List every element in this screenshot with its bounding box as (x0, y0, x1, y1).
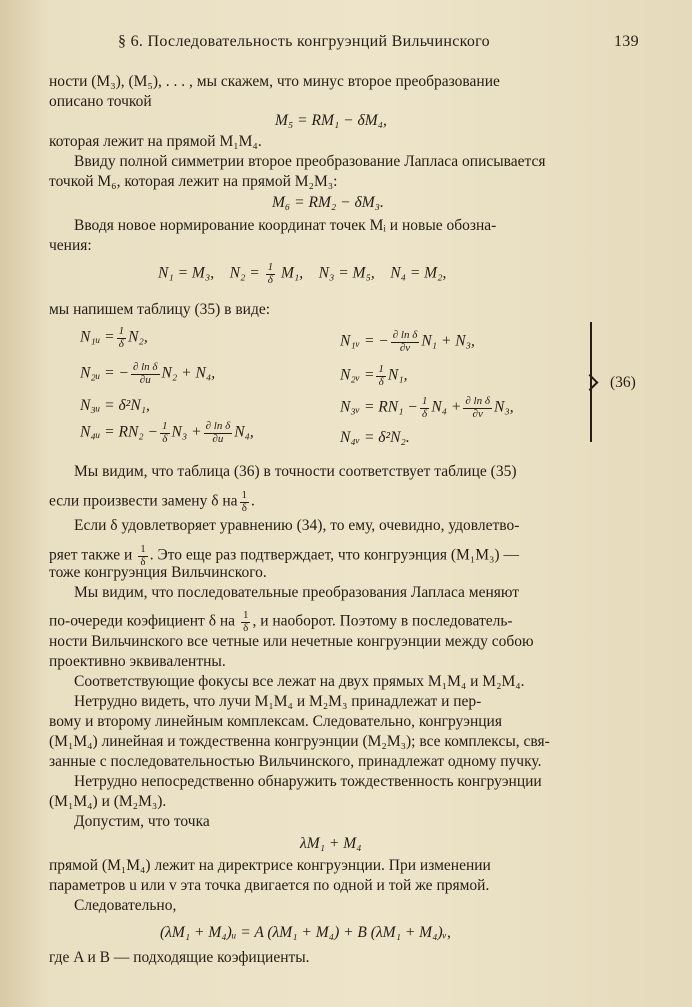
formula-m6: M₆ = RM₂ − δM₃. (272, 194, 384, 211)
text-line: Ввиду полной симметрии второе преобразование Лапласа описывается (74, 153, 546, 170)
table-right-4: N₄ᵥ = δ²N₂. (340, 429, 410, 446)
text-line: ности (M₃), (M₅), . . . , мы скажем, что минус второе преобразование (49, 73, 500, 90)
text-line: описано точкой (49, 93, 152, 110)
formula-point: λM₁ + M₄ (300, 835, 362, 852)
running-header: § 6. Последовательность конгруэнций Вильчинского (118, 33, 490, 50)
equation-number: (36) (610, 374, 636, 391)
text-line: занные с последовательностью Вильчинского, принадлежат одному пучку. (49, 753, 542, 770)
text-line: Соответствующие фокусы все лежат на двух прямых M₁M₄ и M₂M₄. (74, 673, 525, 690)
text-line: где A и B — подходящие коэфициенты. (49, 949, 310, 966)
text-line: по-очереди коэфициент δ на $\frac{1}{\delta}$ , и наоборот. Поэтому в последователь- (49, 609, 513, 634)
table-right-3: N₃ᵥ = RN₁ − $\frac{1}{\delta}$ N₄ + $\frac{\text{∂ ln δ}}{\partial v}$ N₃, (340, 395, 514, 420)
text-line: Если δ удовлетворяет уравнению (34), то ему, очевидно, удовлетво- (74, 517, 520, 534)
text-line: вому и второму линейным комплексам. Следовательно, конгруэнция (49, 713, 502, 730)
formula-final: (λM₁ + M₄)ᵤ = A (λM₁ + M₄) + B (λM₁ + M₄)ᵥ, (160, 924, 451, 941)
text-line: ности Вильчинского все четные или нечетные конгруэнции между собою (49, 633, 534, 650)
text-line: точкой M₆, которая лежит на прямой M₂M₃: (49, 173, 338, 190)
table-left-2: N₂ᵤ = − $\frac{\text{∂ ln δ}}{\partial u}$ N₂ + N₄, (80, 361, 216, 386)
text-line: проективно эквивалентны. (49, 653, 226, 670)
text-line: Допустим, что точка (74, 813, 210, 830)
text-line: (M₁M₄) и (M₂M₃). (49, 793, 167, 810)
table-left-4: N₄ᵤ = RN₂ − $\frac{1}{\delta}$ N₃ + $\frac{\text{∂ ln δ}}{\partial u}$ N₄, (80, 420, 254, 445)
text-line: ряет также и $\frac{1}{\delta}$ . Это еще раз подтверждает, что конгруэнция (M₁M₃) — (49, 543, 519, 568)
formula-m5: M₅ = RM₁ − δM₄, (275, 112, 387, 129)
table-right-2: N₂ᵥ = $\frac{1}{\delta}$ N₁, (340, 363, 408, 388)
text-line: параметров u или v эта точка двигается по одной и той же прямой. (49, 877, 490, 894)
text-line: (M₁M₄) линейная и тождественна конгруэнции (M₂M₃); все комплексы, свя- (49, 733, 550, 750)
table-left-3: N₃ᵤ = δ²N₁, (80, 397, 150, 414)
table-left-1: N₁ᵤ = $\frac{1}{\delta}$ N₂, (80, 325, 148, 350)
text-line: Нетрудно видеть, что лучи M₁M₄ и M₂M₃ принадлежат и пер- (74, 693, 482, 710)
text-line: мы напишем таблицу (35) в виде: (49, 301, 271, 318)
page-number: 139 (614, 33, 639, 50)
text-line: Следовательно, (74, 897, 177, 914)
text-line: Мы видим, что таблица (36) в точности соответствует таблице (35) (74, 463, 517, 480)
text-line: чения: (49, 237, 92, 254)
text-line: тоже конгруэнция Вильчинского. (49, 564, 267, 581)
text-line: если произвести замену δ на $\frac{1}{\delta}$ . (49, 489, 255, 514)
table-right-1: N₁ᵥ = − $\frac{\text{∂ ln δ}}{\partial v}$ N₁ + N₃, (340, 329, 475, 354)
text-line: Нетрудно непосредственно обнаружить тождественность конгруэнции (74, 773, 542, 790)
text-line: прямой (M₁M₄) лежит на директрисе конгруэнции. При изменении (49, 857, 491, 874)
text-line: Вводя новое нормирование координат точек Mᵢ и новые обозна- (74, 217, 497, 234)
text-line: которая лежит на прямой M₁M₄. (49, 133, 262, 150)
text-line: Мы видим, что последовательные преобразования Лапласа меняют (74, 584, 520, 601)
definitions-row: N₁ = M₃, N₂ = $\frac{1}{\delta}$ M₁, N₃ = M₅, N₄ = M₂, (158, 261, 447, 286)
table-brace (590, 322, 604, 442)
